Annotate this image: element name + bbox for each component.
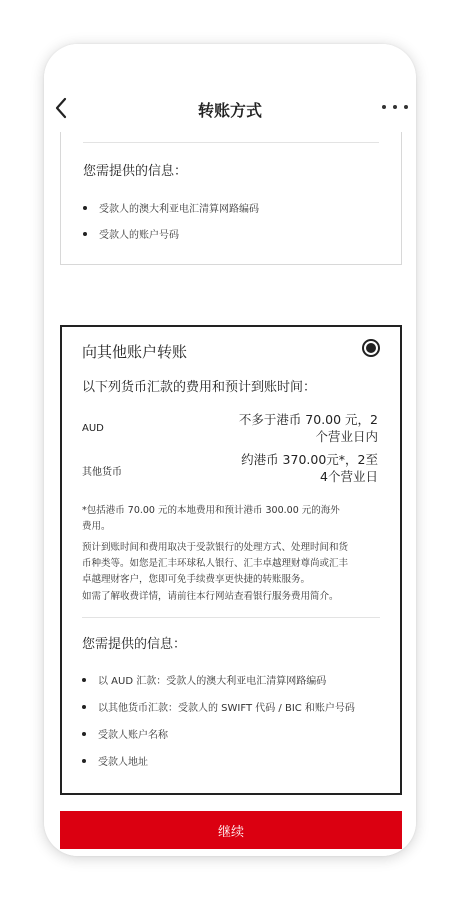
fee-value-line: 约港币 370.00元*，2至 (241, 452, 378, 467)
note-line: 费用。 (82, 521, 111, 532)
more-icon-dot (393, 105, 397, 109)
fee-value (228, 451, 378, 485)
note-line: 如需了解收费详情，请前往本行网站查看银行服务费用简介。 (82, 591, 339, 602)
list-item (82, 699, 388, 714)
more-icon-dot (404, 105, 408, 109)
divider (82, 617, 380, 618)
fee-currency-label: AUD (82, 423, 104, 434)
fee-value (228, 411, 378, 445)
more-icon (382, 105, 386, 109)
list-item-text: 受款人的账户号码 (99, 230, 179, 241)
continue-button[interactable]: 继续 (60, 811, 402, 849)
radio-selected-icon (366, 343, 376, 353)
fee-footnote (82, 503, 372, 535)
option-title: 向其他账户转账 (82, 343, 188, 361)
fees-heading: 以下列货币汇款的费用和预计到账时间： (82, 380, 317, 395)
required-info-heading: 您需提供的信息： (82, 637, 187, 652)
list-item-text: 以 AUD 汇款：受款人的澳大利亚电汇清算网路编码 (98, 676, 327, 687)
list-item (82, 672, 388, 687)
list-item (82, 726, 388, 741)
list-item (83, 226, 389, 241)
note-line: *包括港币 70.00 元的本地费用和预计港币 300.00 元的海外 (82, 505, 340, 516)
fee-currency-label: 其他货币 (82, 467, 122, 478)
divider (83, 142, 379, 143)
list-item-text: 受款人账户名称 (98, 730, 168, 741)
bullet-icon (82, 759, 86, 763)
content-scroll-area[interactable] (44, 132, 416, 856)
bullet-icon (83, 232, 87, 236)
note-line: 币种类等。如您是汇丰环球私人银行、汇丰卓越理财尊尚或汇丰 (82, 558, 349, 569)
transfer-option-card-other-account[interactable] (60, 325, 402, 795)
fee-value-line: 4个营业日 (320, 469, 378, 484)
fee-value-line: 个营业日内 (315, 429, 378, 444)
bullet-icon (82, 705, 86, 709)
list-item (82, 753, 388, 768)
note-line: 预计到账时间和费用取决于受款银行的处理方式、处理时间和货 (82, 542, 349, 553)
list-item-text: 以其他货币汇款：受款人的 SWIFT 代码 / BIC 和账户号码 (98, 703, 355, 714)
required-info-heading: 您需提供的信息： (83, 164, 188, 179)
fee-value-line: 不多于港币 70.00 元，2 (238, 412, 378, 427)
bullet-icon (82, 732, 86, 736)
list-item-text: 受款人地址 (98, 757, 148, 768)
page-title: 转账方式 (197, 101, 262, 120)
list-item-text: 受款人的澳大利亚电汇清算网路编码 (99, 204, 259, 215)
note-line: 卓越理财客户，您即可免手续费享更快捷的转账服务。 (82, 574, 311, 585)
more-button[interactable] (382, 100, 408, 114)
list-item (83, 200, 389, 215)
top-navigation-bar (44, 44, 416, 133)
fee-details-note (82, 589, 372, 605)
phone-frame (44, 44, 416, 856)
option-radio-button[interactable] (362, 339, 380, 357)
bullet-icon (83, 206, 87, 210)
bullet-icon (82, 678, 86, 682)
transfer-option-card-previous[interactable] (60, 132, 402, 265)
processing-note (82, 540, 372, 588)
